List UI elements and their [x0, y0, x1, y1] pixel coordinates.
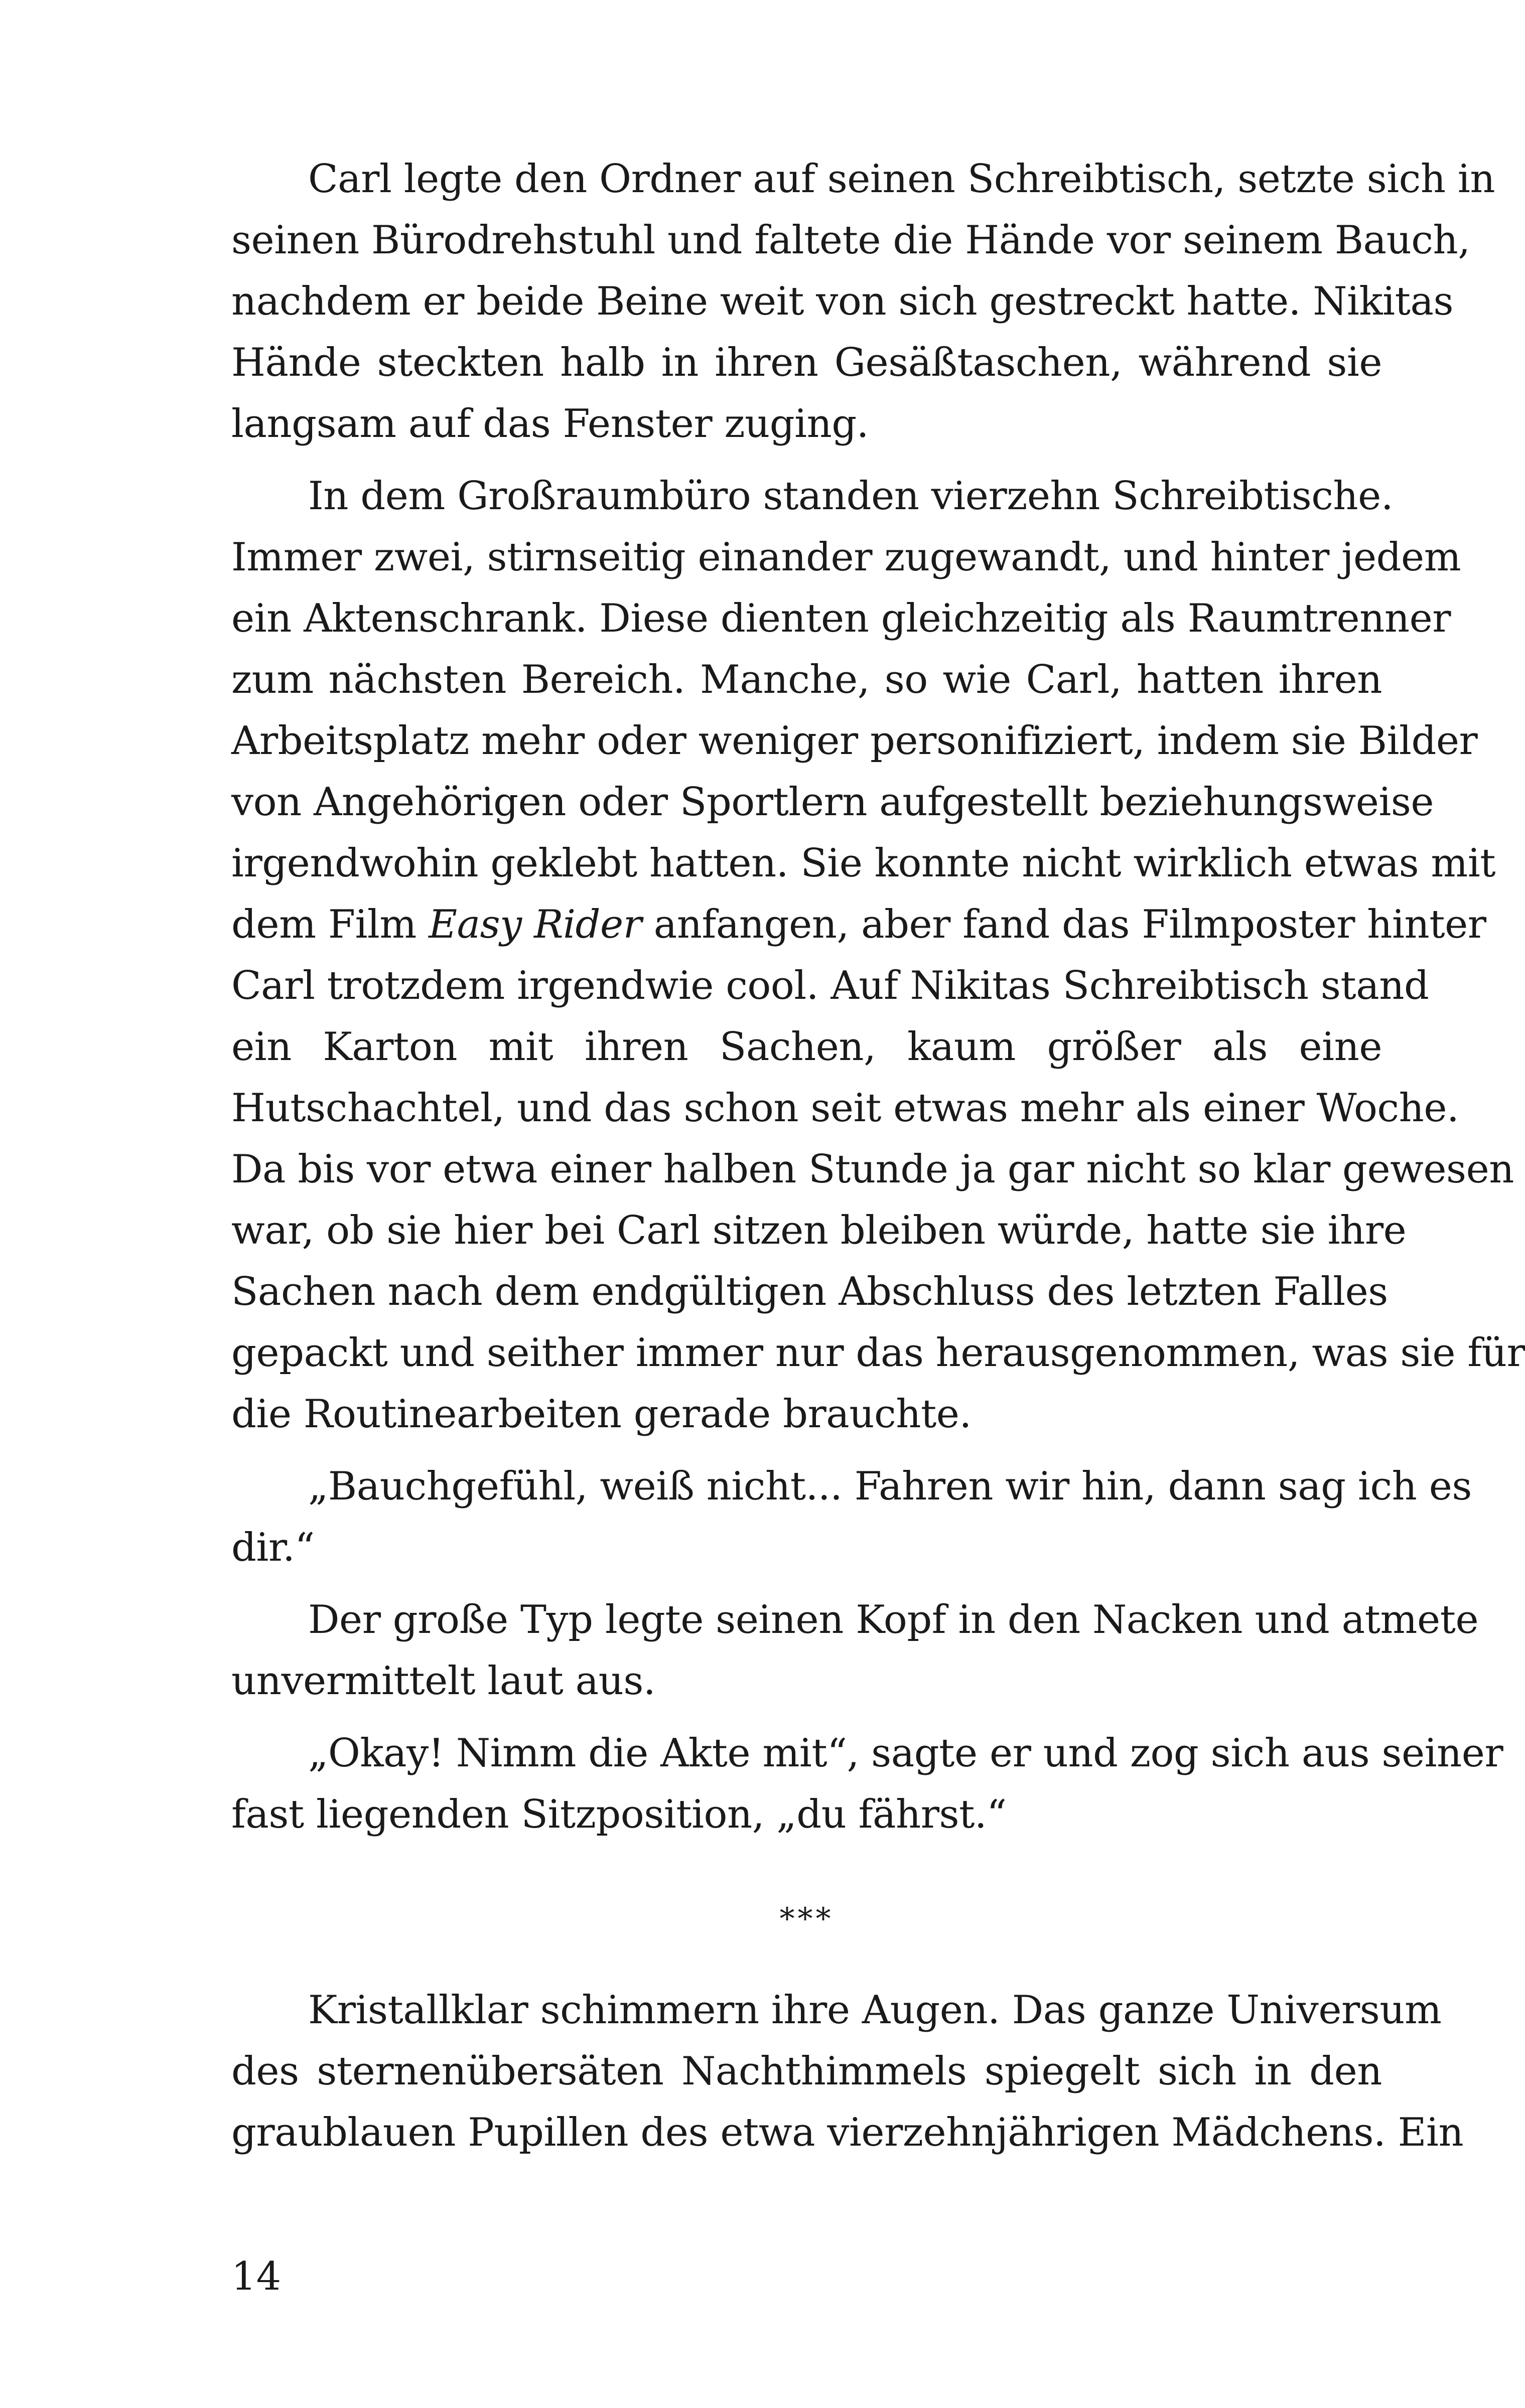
- text-line: zum nächsten Bereich. Manche, so wie Carl, hatten ihren: [231, 657, 1382, 702]
- text-before: dem Film: [231, 902, 429, 947]
- text-line: dir.“: [231, 1525, 315, 1570]
- text-line: In dem Großraumbüro standen vierzehn Schreibtische.: [308, 474, 1394, 519]
- film-title: Easy Rider: [429, 902, 642, 947]
- text-line: Hände steckten halb in ihren Gesäßtaschen, während sie: [231, 340, 1382, 385]
- text-line: ein Aktenschrank. Diese dienten gleichzeitig als Raumtrenner: [231, 596, 1451, 641]
- body-text: [231, 148, 1525, 2163]
- scene-separator: ***: [779, 1901, 834, 1936]
- text-line: unvermittelt laut aus.: [231, 1659, 656, 1704]
- page-number: 14: [231, 2254, 282, 2299]
- text-line: gepackt und seither immer nur das herausgenommen, was sie für: [231, 1330, 1525, 1376]
- text-line: Immer zwei, stirnseitig einander zugewandt, und hinter jedem: [231, 535, 1461, 580]
- text-line: ein Karton mit ihren Sachen, kaum größer als eine: [231, 1024, 1382, 1070]
- text-line: Da bis vor etwa einer halben Stunde ja gar nicht so klar gewesen: [231, 1147, 1514, 1192]
- text-line: nachdem er beide Beine weit von sich gestreckt hatte. Nikitas: [231, 279, 1453, 324]
- text-line-with-italic: [231, 894, 1486, 955]
- text-line: die Routinearbeiten gerade brauchte.: [231, 1392, 972, 1437]
- text-line: Hutschachtel, und das schon seit etwas mehr als einer Woche.: [231, 1086, 1459, 1131]
- text-after: anfangen, aber fand das Filmposter hinter: [641, 902, 1486, 947]
- text-line: „Bauchgefühl, weiß nicht... Fahren wir hin, dann sag ich es: [308, 1464, 1472, 1509]
- text-line: des sternenübersäten Nachthimmels spiegelt sich in den: [231, 2049, 1382, 2094]
- text-line: Sachen nach dem endgültigen Abschluss des letzten Falles: [231, 1269, 1388, 1314]
- text-line: von Angehörigen oder Sportlern aufgestellt beziehungsweise: [231, 780, 1434, 825]
- text-line: fast liegenden Sitzposition, „du fährst.“: [231, 1792, 1007, 1837]
- text-line: Der große Typ legte seinen Kopf in den Nacken und atmete: [308, 1597, 1479, 1642]
- text-line: „Okay! Nimm die Akte mit“, sagte er und zog sich aus seiner: [308, 1731, 1503, 1776]
- text-line: war, ob sie hier bei Carl sitzen bleiben würde, hatte sie ihre: [231, 1208, 1407, 1253]
- text-line: Carl legte den Ordner auf seinen Schreibtisch, setzte sich in: [308, 157, 1495, 202]
- text-line: Kristallklar schimmern ihre Augen. Das ganze Universum: [308, 1988, 1442, 2033]
- text-line: graublauen Pupillen des etwa vierzehnjährigen Mädchens. Ein: [231, 2110, 1464, 2155]
- text-line: Carl trotzdem irgendwie cool. Auf Nikitas Schreibtisch stand: [231, 963, 1429, 1008]
- text-line: seinen Bürodrehstuhl und faltete die Hände vor seinem Bauch,: [231, 218, 1470, 263]
- text-line: Arbeitsplatz mehr oder weniger personifiziert, indem sie Bilder: [231, 718, 1478, 764]
- text-line: langsam auf das Fenster zuging.: [231, 401, 869, 446]
- text-line: irgendwohin geklebt hatten. Sie konnte nicht wirklich etwas mit: [231, 841, 1496, 886]
